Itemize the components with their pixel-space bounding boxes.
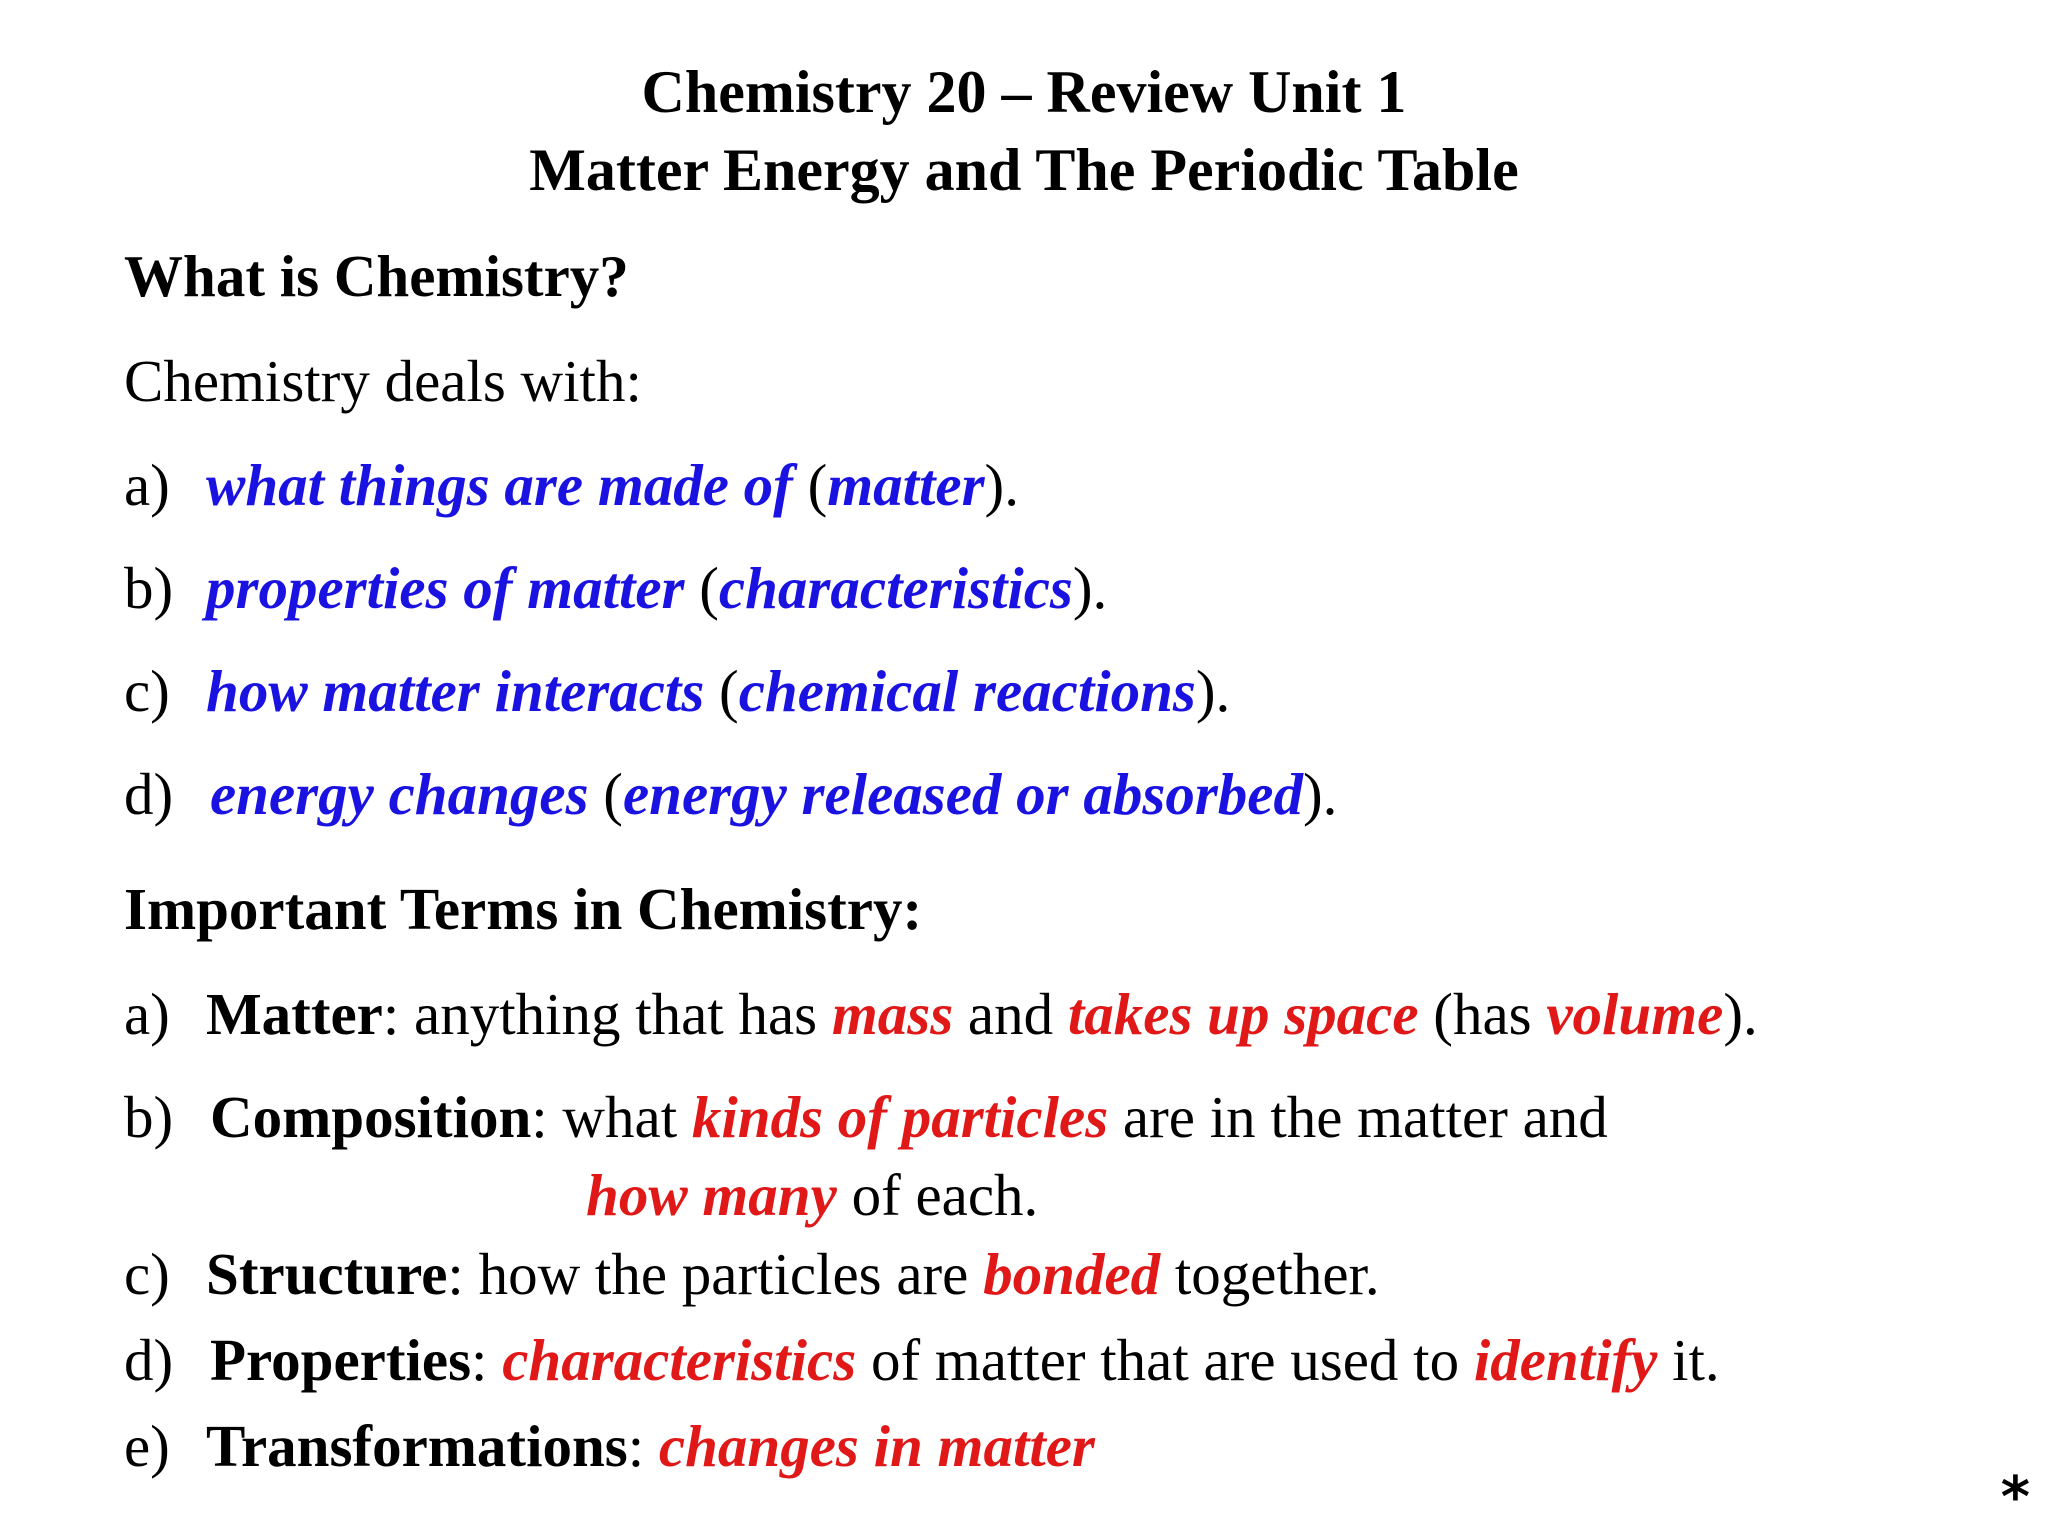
term-text: : — [471, 1327, 503, 1393]
term-composition — [124, 1084, 1608, 1150]
term-matter — [124, 981, 1758, 1047]
term-composition-continuation — [586, 1162, 1039, 1228]
list-item-label: d) — [124, 761, 174, 827]
term-text: are in the matter and — [1108, 1084, 1608, 1150]
term-properties — [124, 1327, 1720, 1393]
term-text: : what — [531, 1084, 692, 1150]
page-subtitle: Matter Energy and The Periodic Table — [529, 137, 1519, 203]
term-label: e) — [124, 1413, 170, 1479]
section-heading-important-terms: Important Terms in Chemistry: — [124, 876, 923, 942]
term-text: of each. — [836, 1162, 1039, 1228]
term-text: : — [627, 1413, 659, 1479]
term-text: : how the particles are — [447, 1241, 984, 1307]
list-item: c) how matter interacts (chemical reactions). — [124, 658, 1231, 724]
list-item-label: b) — [124, 555, 174, 621]
term-name: Transformations — [206, 1413, 628, 1479]
term-text: (has — [1418, 981, 1547, 1047]
term-transformations — [124, 1413, 1095, 1479]
term-label: b) — [124, 1084, 174, 1150]
term-keyword: characteristics — [502, 1327, 857, 1393]
term-keyword: identify — [1473, 1327, 1658, 1393]
list-item-paren: chemical reactions — [738, 658, 1196, 724]
term-keyword: kinds of particles — [691, 1084, 1109, 1150]
page-title: Chemistry 20 – Review Unit 1 — [641, 59, 1407, 125]
term-text: ). — [1723, 981, 1758, 1047]
term-keyword: volume — [1546, 981, 1724, 1047]
term-label: d) — [124, 1327, 174, 1393]
term-name: Composition — [210, 1084, 532, 1150]
intro-text: Chemistry deals with: — [124, 348, 642, 414]
term-label: a) — [124, 981, 170, 1047]
term-label: c) — [124, 1241, 170, 1307]
term-keyword: how many — [586, 1162, 837, 1228]
list-item-main: what things are made of — [206, 452, 793, 518]
list-item-main: energy changes — [210, 761, 589, 827]
list-item-main: how matter interacts — [206, 658, 705, 724]
term-text: of matter that are used to — [856, 1327, 1474, 1393]
term-text: : anything that has — [382, 981, 832, 1047]
list-item-label: c) — [124, 658, 170, 724]
term-name: Structure — [206, 1241, 448, 1307]
list-item-paren: characteristics — [718, 555, 1073, 621]
list-item-main: properties of matter — [206, 555, 685, 621]
term-text: together. — [1160, 1241, 1380, 1307]
list-item: b) properties of matter (characteristics). — [124, 555, 1108, 621]
list-item: a) what things are made of (matter). — [124, 452, 1019, 518]
section-heading-what-is-chemistry: What is Chemistry? — [124, 243, 629, 309]
asterisk-icon: * — [2000, 1465, 2030, 1530]
term-keyword: mass — [831, 981, 954, 1047]
term-keyword: takes up space — [1067, 981, 1419, 1047]
term-text: and — [953, 981, 1068, 1047]
term-name: Matter — [206, 981, 383, 1047]
term-structure — [124, 1241, 1380, 1307]
list-item-paren: matter — [827, 452, 985, 518]
term-name: Properties — [210, 1327, 472, 1393]
list-item-label: a) — [124, 452, 170, 518]
term-keyword: bonded — [983, 1241, 1161, 1307]
list-item-paren: energy released or absorbed — [622, 761, 1303, 827]
term-text: it. — [1657, 1327, 1720, 1393]
term-keyword: changes in matter — [658, 1413, 1095, 1479]
list-item: d) energy changes (energy released or absorbed). — [124, 761, 1338, 827]
